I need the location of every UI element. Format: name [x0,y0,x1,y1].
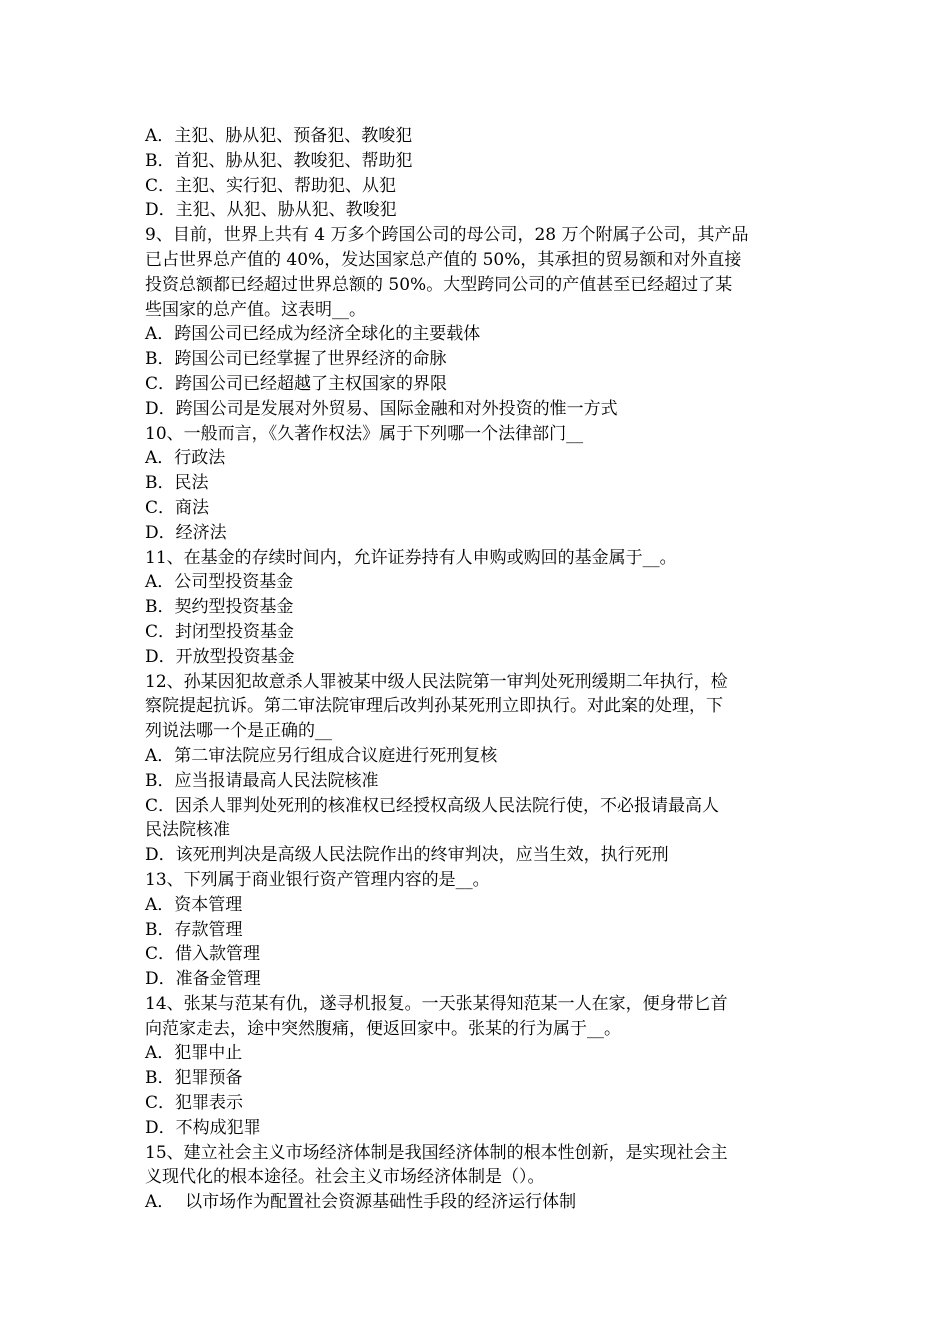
option-line: 民法院核准 [145,820,230,841]
question-12-text: 列说法哪一个是正确的__ [145,721,332,742]
option-line: B．存款管理 [145,919,243,940]
option-line: A．资本管理 [145,894,243,915]
option-line: C．犯罪表示 [145,1093,244,1114]
option-line: C．借入款管理 [145,944,261,965]
option-line: D．跨国公司是发展对外贸易、国际金融和对外投资的惟一方式 [145,398,618,419]
option-line: D．经济法 [145,522,227,543]
question-12-text: 察院提起抗诉。第二审法院审理后改判孙某死刑立即执行。对此案的处理，下 [145,696,723,717]
option-line: A．犯罪中止 [145,1043,243,1064]
option-line: D．准备金管理 [145,969,261,990]
question-9-text: 投资总额都已经超过世界总额的 50%。大型跨同公司的产值甚至已经超过了某 [145,274,733,295]
option-line: A．主犯、胁从犯、预备犯、教唆犯 [145,126,413,146]
question-9-text: 些国家的总产值。这表明__。 [145,299,366,320]
question-9-text: 9、目前，世界上共有 4 万多个跨国公司的母公司，28 万个附属子公司，其产品 [145,225,749,246]
option-line: A．公司型投资基金 [145,572,294,593]
option-line: A． 以市场作为配置社会资源基础性手段的经济运行体制 [145,1192,577,1213]
question-9-text: 已占世界总产值的 40%，发达国家总产值的 50%，其承担的贸易额和对外直接 [145,249,742,270]
question-12-text: 12、孙某因犯故意杀人罪被某中级人民法院第一审判处死刑缓期二年执行，检 [145,671,728,692]
option-line: D．主犯、从犯、胁从犯、教唆犯 [145,200,397,221]
option-line: D．不构成犯罪 [145,1117,261,1138]
question-11-text: 11、在基金的存续时间内，允许证券持有人申购或购回的基金属于__。 [145,547,677,568]
question-15-text: 义现代化的根本途径。社会主义市场经济体制是（）。 [145,1167,545,1188]
option-line: B．跨国公司已经掌握了世界经济的命脉 [145,349,447,370]
option-line: D．该死刑判决是高级人民法院作出的终审判决，应当生效，执行死刑 [145,845,669,866]
option-line: A．跨国公司已经成为经济全球化的主要载体 [145,324,481,345]
option-line: B．应当报请最高人民法院核准 [145,770,379,791]
document-body [145,124,815,1215]
question-14-text: 向范家走去，途中突然腹痛，便返回家中。张某的行为属于__。 [145,1018,621,1039]
option-line: A．行政法 [145,448,226,469]
option-line: C．主犯、实行犯、帮助犯、从犯 [145,175,397,196]
option-line: B．契约型投资基金 [145,597,294,618]
option-line: C．商法 [145,497,210,518]
option-line: D．开放型投资基金 [145,646,295,667]
option-line: C．跨国公司已经超越了主权国家的界限 [145,373,448,394]
question-15-text: 15、建立社会主义市场经济体制是我国经济体制的根本性创新，是实现社会主 [145,1142,728,1163]
option-line: A．第二审法院应另行组成合议庭进行死刑复核 [145,745,498,766]
option-line: C．因杀人罪判处死刑的核准权已经授权高级人民法院行使，不必报请最高人 [145,795,720,816]
option-line: C．封闭型投资基金 [145,621,295,642]
question-10-text: 10、一般而言，《久著作权法》属于下列哪一个法律部门__ [145,423,584,444]
option-line: B．民法 [145,473,209,494]
option-line: B．犯罪预备 [145,1068,243,1089]
question-14-text: 14、张某与范某有仇，遂寻机报复。一天张某得知范某一人在家，便身带匕首 [145,993,728,1014]
question-13-text: 13、下列属于商业银行资产管理内容的是__。 [145,869,490,890]
option-line: B．首犯、胁从犯、教唆犯、帮助犯 [145,150,413,171]
